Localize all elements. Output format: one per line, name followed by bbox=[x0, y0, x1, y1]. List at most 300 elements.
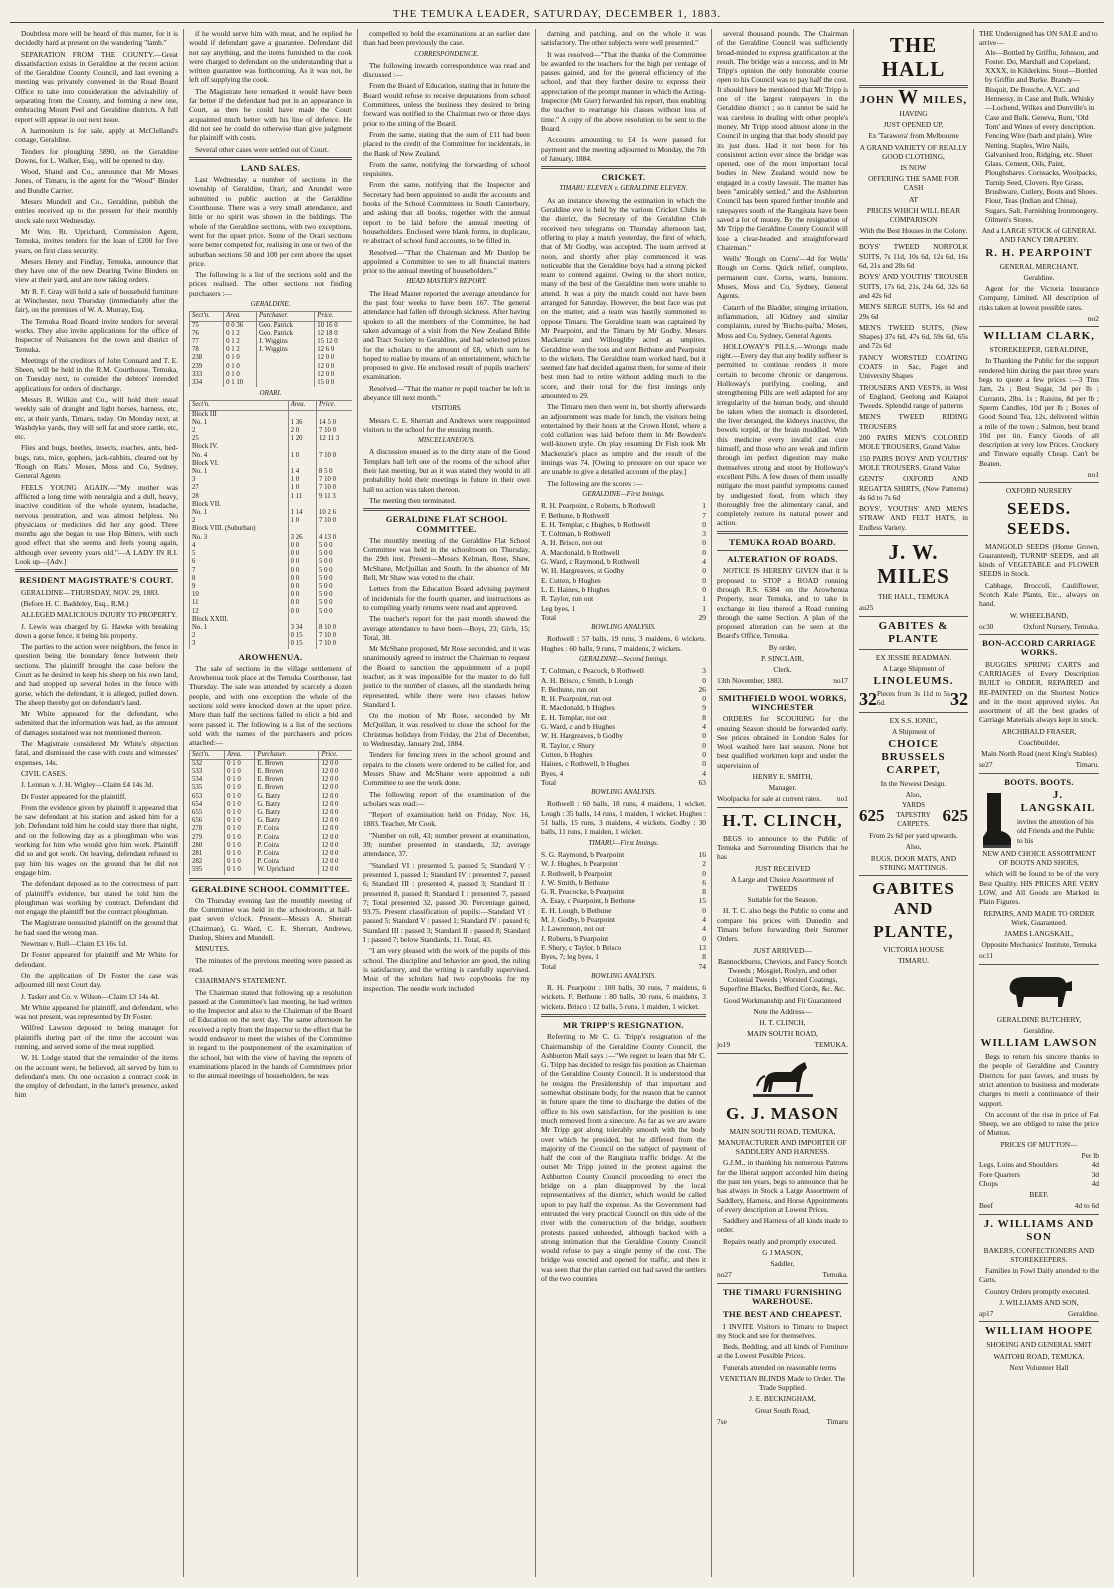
table-cell: 7 10 0 bbox=[316, 427, 352, 435]
road-board-heading: TEMUKA ROAD BOARD. bbox=[729, 536, 836, 547]
table-cell: No. 4 bbox=[190, 452, 289, 460]
table-cell: P. Coira bbox=[255, 825, 319, 833]
lawson-text-2: On account of the rise in price of Fat Sheep, we are obliged to raise the price of Mutton. bbox=[979, 1109, 1099, 1138]
pearpoint-code: no2 bbox=[1087, 313, 1099, 323]
divider bbox=[541, 1014, 706, 1017]
paragraph: Letters from the Education Board advising payment of incidentals for the fourth quarter, and instructions as to compiling yearly returns were read and approved. bbox=[363, 584, 530, 612]
table-cell bbox=[288, 460, 316, 468]
paragraph: The following inwards correspondence was read and discussed :— bbox=[363, 60, 530, 80]
score-value: 4 bbox=[702, 722, 706, 732]
table-row bbox=[190, 834, 353, 842]
table-cell: 0 0 bbox=[288, 583, 316, 591]
table-cell bbox=[257, 354, 315, 362]
score-value: 1 bbox=[702, 594, 706, 604]
table-cell: 333 bbox=[190, 371, 224, 379]
score-value: 4 bbox=[702, 915, 706, 925]
column-3 bbox=[358, 29, 536, 1577]
score-line bbox=[541, 520, 706, 529]
mason-code: no27 bbox=[717, 1270, 732, 1280]
table-cell: 7 10 0 bbox=[316, 640, 352, 648]
paragraph: ALLEGED MALICIOUS INJURY TO PROPERTY. bbox=[21, 610, 177, 620]
table-row bbox=[190, 484, 353, 492]
langskail-repairs: REPAIRS, AND MADE TO ORDER Work, Guaranteed. bbox=[983, 908, 1095, 927]
cricket-heading: CRICKET. bbox=[601, 172, 646, 183]
score-value: 0 bbox=[702, 547, 706, 557]
table-row bbox=[190, 501, 353, 509]
score-line bbox=[541, 887, 706, 896]
head-master-label: HEAD MASTER'S REPORT. bbox=[406, 277, 487, 286]
furnishing-text: I INVITE Visitors to Timaru to Inspect my Stock and see for themselves. bbox=[717, 1321, 848, 1340]
beef-label: Beef bbox=[979, 1201, 993, 1211]
arowhenua-text: The sale of sections in the village settlement of Arowhenua took place at the Temuka Courthouse, last Thursday. The sale was attended by scarcely a dozen people, and with one exception the whole of the sections sold were knocked down at the upset price. More than half the sections failed to elicit a bid and were passed it. The following is a list of the sections sold with the names of the purchasers and prices attached:— bbox=[189, 663, 352, 748]
flat-school-heading: GERALDINE FLAT SCHOOL COMMITTEE. bbox=[385, 514, 508, 534]
table-cell: 5 0 0 bbox=[316, 575, 352, 583]
correspondence-text bbox=[363, 61, 530, 276]
hoope-address: WAITOHI ROAD, TEMUKA. bbox=[993, 1351, 1085, 1361]
table-row bbox=[190, 476, 353, 484]
table-cell: 1 4 bbox=[288, 468, 316, 476]
score-line bbox=[541, 759, 706, 768]
paragraph: MEN'S SERGE SUITS, 16s 6d and 29s 6d bbox=[859, 302, 968, 321]
number-32-right: 32 bbox=[950, 688, 968, 709]
paragraph: Messrs Mundell and Co., Geraldine, publish the entries received up to the present for their monthly stock sale next Wednesday. bbox=[15, 197, 178, 225]
paragraph: GENTS' OXFORD AND REGATTA SHIRTS, (New Patterns) 4s 6d to 7s 6d bbox=[859, 474, 968, 502]
miles-code: au25 bbox=[859, 603, 874, 613]
table-row bbox=[190, 567, 353, 575]
score-line bbox=[541, 906, 706, 915]
table-cell: G. Batty bbox=[255, 801, 319, 809]
table-cell: 3 26 bbox=[288, 534, 316, 542]
score-value: 8 bbox=[702, 887, 706, 897]
paragraph: Tenders for ploughing 5890, on the Geraldine Downs, for L. Walker, Esq., will be opened to day. bbox=[15, 146, 178, 165]
arowhenua-heading: AROWHENUA. bbox=[238, 651, 303, 662]
paragraph: W. H. Lodge stated that the remainder of the items on the account were, he believed, all served by him to defendant's men. On one occasion a contract cook in the employ of defendant, in the latter's presence, asked him bbox=[15, 1053, 178, 1100]
beef-value: 4d to 6d bbox=[1074, 1201, 1099, 1211]
furnishing-text-3: Funerals attended on reasonable terms bbox=[723, 1362, 837, 1372]
table-cell: 5 0 0 bbox=[316, 583, 352, 591]
table-cell: 0 0 bbox=[288, 550, 316, 558]
bowling1-text: Rothwell : 57 balls, 19 runs, 3 maidens, 6 wickets. Hughes : 60 balls, 9 runs, 7 maidens, 2 wickets. bbox=[541, 634, 706, 653]
table-cell: 0 1 10 bbox=[224, 379, 257, 387]
clinch-address-2: MAIN SOUTH ROAD, bbox=[747, 1029, 818, 1039]
table-cell bbox=[288, 443, 316, 451]
furnishing-town: Timaru bbox=[826, 1416, 848, 1426]
score-value: 9 bbox=[702, 703, 706, 713]
table-cell: 0 1 2 bbox=[224, 330, 257, 338]
paragraph: Messrs Henry and Findlay, Temuka, announce that they have one of the new Dearing Twine Binders on view at their yard, and are now taking orders. bbox=[15, 256, 178, 285]
rule bbox=[979, 1321, 1099, 1322]
score-line bbox=[541, 694, 706, 703]
furnishing-blinds: VENETIAN BLINDS Made to Order. The Trade Supplied. bbox=[719, 1374, 846, 1393]
score-name: Byes, 7; leg byes, 1 bbox=[541, 952, 599, 962]
clinch-arrived: JUST ARRIVED— bbox=[753, 945, 812, 955]
table-cell bbox=[257, 363, 315, 371]
table-row bbox=[190, 759, 353, 768]
table-cell: 0 1 2 bbox=[224, 338, 257, 346]
road-board-footer bbox=[717, 676, 848, 685]
score-name: A. H. Brisco, c Smith, b Lough bbox=[541, 675, 634, 685]
horse-illustration-icon bbox=[751, 1058, 815, 1100]
sale-list: Ale—Bottled by Griffin, Johnson, and Foster. Do, Marshall and Copeland, XXXX, in Kilderkins. Stout—Bottled by Griffin and Burke. Brandy—Bisquit, De Bouche, A.V.C. and Hennessy, in Case and Bulk. Whisky—Lochend, Wilkes and Dunville's in Case and Bulk. Geneva, Rum, 'Old Tom' and Wines of every description. Fencing Wire (barb and plain), Wire Netting. Staples, Wire Nails, Galvanised Iron, Ridging, etc. Sheet Glass, Cement, Oils, Paint, Ploughshares. Cornsacks, Woolpacks, Turnip Seed, Clovers. Rye Grass, Brushware, Cutlery, Boots and Shoes. Flour, Teas (Indian and China), Sugars, Salt. Furnishing Ironmongery. Oilmen's Stores. bbox=[985, 47, 1099, 224]
paragraph: The Magistrate considered Mr White's objection fatal, and dismissed the case with costs and witnesses' expenses, 14s. bbox=[15, 739, 178, 767]
fraser-footer bbox=[979, 760, 1099, 769]
table-cell: 12 0 0 bbox=[319, 834, 352, 842]
table-cell: No. 1 bbox=[190, 419, 289, 427]
paragraph: 150 PAIRS BOYS' AND YOUTHS' MOLE TROUSERS. Grand Value bbox=[859, 453, 968, 472]
score-name: E. Cutten, b Hughes bbox=[541, 575, 601, 585]
clinch-list: Bannockburns, Cheviots, and Fancy Scotch Tweeds ; Mosgiel, Roslyn, and other Colonial Tweeds ; Worsted Coatings, Superfine Blacks, Bedford Cords, &c. &c. bbox=[718, 956, 847, 994]
table-cell: 0 1 0 bbox=[225, 793, 255, 801]
innings1-scores bbox=[541, 501, 706, 622]
table-cell: 12 0 0 bbox=[319, 784, 352, 792]
score-name: R. H. Pearpoint, c Roberts, b Rothwell bbox=[541, 501, 656, 511]
miscellaneous-label: MISCELLANEOUS. bbox=[418, 436, 475, 445]
table-cell: 12 0 0 bbox=[319, 825, 352, 833]
score-line bbox=[541, 713, 706, 722]
paragraph: From the evidence given by plaintiff it appeared that he saw defendant at his station and asked him for a job. Defendant told him he could stay there that night, and on the following day as a ploughman who was working for him who would give him work. Plaintiff did so and got work. On leaving, defendant refused to pay him his wages on the ground that he did not engage him. bbox=[15, 802, 178, 877]
clark-role: STOREKEEPER, GERALDINE, bbox=[989, 345, 1089, 355]
score-line bbox=[541, 511, 706, 520]
geraldine-label: GERALDINE. bbox=[250, 300, 291, 309]
table-cell: 12 0 0 bbox=[315, 363, 352, 371]
table-row bbox=[190, 632, 353, 640]
column-1 bbox=[10, 29, 184, 1577]
table-cell: 0 0 36 bbox=[224, 321, 257, 330]
rule bbox=[859, 616, 968, 617]
pearpoint-role: GENERAL MERCHANT, bbox=[999, 261, 1079, 271]
land-sales-heading: LAND SALES. bbox=[240, 162, 301, 173]
score-value: 4d bbox=[1091, 1178, 1099, 1188]
table-row bbox=[190, 817, 353, 825]
table-cell: 8 5 0 bbox=[316, 468, 352, 476]
column-header: Area. bbox=[224, 312, 257, 321]
table-cell: 12 0 0 bbox=[319, 866, 352, 874]
column-header: Price. bbox=[315, 312, 352, 321]
score-value: 0 bbox=[702, 933, 706, 943]
table-cell: 9 bbox=[190, 583, 289, 591]
clinch-town: TEMUKA. bbox=[814, 1040, 848, 1050]
table-row bbox=[190, 410, 353, 419]
table-cell: 7 10 0 bbox=[316, 484, 352, 492]
table-row bbox=[190, 338, 353, 346]
score-value: 0 bbox=[702, 905, 706, 915]
smithfield-note: Woolpacks for sale at current rates. bbox=[717, 794, 822, 804]
having: HAVING bbox=[899, 109, 928, 118]
langskail-code: oc11 bbox=[979, 951, 994, 961]
score-name: R. Taylor, c Shury bbox=[541, 740, 595, 750]
table-cell: G. Batty bbox=[255, 817, 319, 825]
langskail-text: invites the attention of his old Friends and the Public to his bbox=[1017, 816, 1095, 845]
paragraph: A harmonium is for sale, apply at McClelland's cottage, Geraldine. bbox=[15, 125, 178, 145]
mason-name: G. J. MASON bbox=[726, 1103, 839, 1123]
table-cell: 12 bbox=[190, 608, 289, 616]
clinch-address-1: H. T. CLINCH, bbox=[759, 1018, 806, 1027]
paragraph: Wilfred Lawson deposed to being manager for plaintiffs during part of the time the account was running, and served some of the meat supplied. bbox=[15, 1023, 178, 1051]
score-line bbox=[541, 750, 706, 759]
score-line bbox=[541, 952, 706, 961]
fraser-name: ARCHIBALD FRASER, bbox=[1001, 726, 1077, 736]
score-value: 26 bbox=[698, 684, 706, 694]
paragraph: Wells' 'Rough on Corns'—4d for Wells' Rough on Corns. Quick relief, complete, permanent cure. Corns, warts, bunions. Moses, Moss and Co, Sydney, General Agents. bbox=[717, 254, 848, 301]
road-board-subheading: ALTERATION OF ROADS. bbox=[727, 554, 838, 565]
paragraph: From the same, stating that the sum of £11 had been placed to the credit of the Committee for incidentals, in the Bank of New Zealand. bbox=[363, 129, 530, 158]
langskail-address: Opposite Mechanics' Institute, Temuka bbox=[981, 940, 1097, 950]
table-cell: 0 0 bbox=[288, 567, 316, 575]
paragraph: Mr R. F. Gray will hold a sale of household furniture at Winchester, next Thursday (immediately after the fair), on the premises of W. A. Murray, Esq. bbox=[15, 286, 178, 315]
beef-heading: BEEF. bbox=[1029, 1190, 1049, 1200]
table-cell: 10 16 0 bbox=[315, 321, 352, 330]
divider bbox=[15, 569, 178, 572]
table-row bbox=[190, 460, 353, 468]
sale-and: And a LARGE STOCK of GENERAL AND FANCY DRAPERY. bbox=[981, 226, 1097, 245]
table-cell: Block VII. bbox=[190, 501, 289, 509]
mutton-per-lb: Per lb bbox=[1081, 1150, 1099, 1160]
clothing-items bbox=[859, 242, 968, 532]
score-value: 0 bbox=[702, 519, 706, 529]
paragraph: Accounts amounting to £4 1s were passed for payment and the meeting adjourned to Monday, the 7th of January, 1884. bbox=[541, 135, 706, 163]
paragraph: The Temuka Road Board invite tenders for several works. They also invite applications for the office of Inspector of Nuisances for the town and district of Temuka. bbox=[15, 316, 178, 354]
cricket-subheading: TIMARU ELEVEN v. GERALDINE ELEVEN. bbox=[559, 184, 688, 193]
score-name: W. J. Hughes, b Pearpoint bbox=[541, 859, 618, 869]
column-header: Sect'n. bbox=[190, 750, 225, 759]
clark-code: no1 bbox=[1087, 470, 1099, 479]
score-line bbox=[979, 1179, 1099, 1188]
smithfield-code: no1 bbox=[836, 794, 848, 804]
geraldine-sales-table bbox=[189, 311, 352, 387]
table-row bbox=[190, 842, 353, 850]
table-cell: 3 34 bbox=[288, 624, 316, 632]
table-row bbox=[190, 858, 353, 866]
rule bbox=[717, 689, 848, 690]
bon-accord-heading: BON-ACCORD CARRIAGE WORKS. bbox=[982, 638, 1096, 658]
table-cell bbox=[316, 525, 352, 533]
score-name: Byes, 4 bbox=[541, 768, 564, 778]
table-cell: 4 13 0 bbox=[316, 534, 352, 542]
mason-text: G.J.M., in thanking his numerous Patrons for the liberal support accorded him during the past ten years, begs to announce that he has always in Stock a Large Assortment of Saddlery, Harness, and Horse Appointments of every description at Lowest Prices. bbox=[717, 1158, 848, 1214]
table-row bbox=[190, 784, 353, 792]
score-name: A. Esay, c Pearpoint, b Bethune bbox=[541, 896, 635, 906]
score-value: 0 bbox=[702, 740, 706, 750]
victoria-house: VICTORIA HOUSE bbox=[882, 945, 945, 955]
paragraph: Resolved—"That the matter re pupil teacher be left in abeyance till next month." bbox=[363, 383, 530, 402]
score-value: 0 bbox=[702, 759, 706, 769]
miles-name bbox=[859, 86, 968, 108]
clinch-season: Suitable for the Season. bbox=[747, 895, 818, 905]
table-cell bbox=[316, 460, 352, 468]
table-row bbox=[190, 493, 353, 501]
score-line bbox=[541, 685, 706, 694]
table-cell: 12 0 0 bbox=[319, 809, 352, 817]
paragraph: The teacher's report for the past month showed the average attendance to have been—Boys, 23; Girls, 15; Total, 38. bbox=[363, 614, 530, 642]
table-cell: 1 0 bbox=[288, 476, 316, 484]
linoleums: LINOLEUMS. bbox=[873, 674, 954, 687]
table-row bbox=[190, 468, 353, 476]
mason-text-3: Repairs neatly and promptly executed. bbox=[723, 1236, 837, 1246]
paragraph: if he would serve him with meat, and he replied he would if defendant gave a guarantee. Defendant did not say anything, and the items furnished to the cook were charged to defendant on the understanding that a written guarantee was forthcoming. As it was not, he left off supplying the cook. bbox=[189, 29, 352, 85]
score-line bbox=[541, 557, 706, 566]
rule bbox=[859, 238, 968, 239]
the-hall-heading: THE HALL bbox=[881, 33, 946, 81]
also-1: Also, bbox=[905, 790, 922, 800]
score-value: 3d bbox=[1091, 1169, 1099, 1179]
score-value: 0 bbox=[702, 868, 706, 878]
innings3-label: TIMARU—First Innings. bbox=[588, 838, 659, 847]
paragraph: CIVIL CASES. bbox=[21, 768, 68, 778]
score-line bbox=[541, 915, 706, 924]
table-cell: No. 1 bbox=[190, 624, 289, 632]
score-line bbox=[541, 501, 706, 510]
school-committee-text bbox=[189, 896, 352, 1081]
table-cell: 239 bbox=[190, 363, 224, 371]
score-name: Chops bbox=[979, 1178, 998, 1188]
table-cell: 2 bbox=[190, 427, 289, 435]
table-cell: 12 0 0 bbox=[319, 842, 352, 850]
table-row bbox=[190, 809, 353, 817]
orari-label: ORARI. bbox=[259, 389, 282, 398]
furnishing-subheading: THE BEST AND CHEAPEST. bbox=[723, 1309, 842, 1320]
table-cell: 4 bbox=[190, 542, 289, 550]
correspondence-label: CORRESPONDENCE. bbox=[414, 49, 479, 58]
paragraph: MINUTES. bbox=[195, 944, 230, 954]
bowling3-label: BOWLING ANALYSIS. bbox=[591, 971, 656, 980]
table-cell: No. 1 bbox=[190, 509, 289, 517]
paragraph: several thousand pounds. The Chairman of the Geraldine Council was sufficiently broad-minded to express gratification at the result. The bridge was a success, and in Mr Tripp's opinion the only honorable course open to his Council was to pay half the cost. It should here be mentioned that Mr Tripp is one of the largest ratepayers in the Geraldine district ; so it cannot be said he was careless in dealing with other people's money. Mr Tripp stood almost alone in the Council in urging that that body should pay its just dues. Had it not been for his consistent action ever since the bridge was opened, one of the most important local bodies in New Zealand would now be engaged in a costly lawsuit. The matter has been "amicably settled," and the Ashburton Council has been spared further trouble and ratepayers south of the Rangitata have been saved a lot of money. By the resignation of Mr Tripp the Geraldine County Council will lose a clear-headed and straightforward Chairman." bbox=[717, 29, 848, 252]
paragraph: The following are the scores :— bbox=[547, 478, 643, 488]
table-cell: P. Coira bbox=[255, 850, 319, 858]
table-row bbox=[190, 825, 353, 833]
road-board-code: no17 bbox=[833, 676, 848, 686]
arowhenua-sales-table bbox=[189, 750, 352, 875]
table-cell: 655 bbox=[190, 809, 225, 817]
paragraph: Flies and bugs, beetles, insects, roaches, ants, bed-bugs, rats, mice, gophers, jack-rabbits, cleared out by 'Rough on Rats.' Moses, Moss and Co, Sydney, General Agents bbox=[15, 443, 178, 481]
table-row bbox=[190, 550, 353, 558]
paragraph: 200 PAIRS MEN'S COLORED MOLE TROUSERS, Grand Value bbox=[859, 433, 968, 452]
paragraph: Mr White appeared for the defendant, who submitted that the information was bad, as the amount of damages sustained was not mentioned thereon. bbox=[15, 709, 178, 737]
score-line bbox=[541, 741, 706, 750]
score-line bbox=[541, 962, 706, 971]
table-cell: W. Uprichard bbox=[255, 866, 319, 874]
table-row bbox=[190, 850, 353, 858]
visitors-label: VISITORS. bbox=[431, 404, 462, 413]
tapestry-price: From 2s 6d per yard upwards. bbox=[869, 831, 958, 841]
boot-illustration-icon bbox=[979, 791, 1013, 849]
paragraph: Resolved—"That the Chairman and Mr Dunlop be appointed a Committee to see to all financial matters prior to the annual meeting of householders." bbox=[363, 247, 530, 276]
bowling2-label: BOWLING ANALYSIS. bbox=[591, 788, 656, 797]
score-name: A. Macdonald, b Rothwell bbox=[541, 547, 620, 557]
paragraph: Meetings of the creditors of John Connard and T. E. Sheen, will be held in the R.M. Courthouse, Temuka, on Tuesday next, to consider the debtors' intended applications for orders of discharge. bbox=[15, 355, 178, 393]
table-row bbox=[190, 591, 353, 599]
table-cell: 3 bbox=[190, 640, 289, 648]
table-cell: 0 1 0 bbox=[225, 842, 255, 850]
score-name: F. Bethune, run out bbox=[541, 684, 598, 694]
score-value: 16 bbox=[698, 849, 706, 859]
paragraph: Messrs R. Wilkin and Co., will hold their usual weekly sale of draught and light horses, harness, etc, etc, at their yards, Timaru, today. On Monday next, at Washdyke yards, they will sell fat and store cattle, etc, etc. bbox=[15, 394, 178, 442]
paragraph: BOYS', YOUTHS' AND MEN'S STRAW AND FELT HATS, in Endless Variety. bbox=[859, 504, 968, 532]
table-cell: 279 bbox=[190, 834, 225, 842]
table-cell bbox=[288, 616, 316, 624]
table-cell bbox=[257, 379, 315, 387]
rule bbox=[979, 326, 1099, 327]
paragraph: BOYS' AND YOUTHS' TROUSER SUITS, 17s 6d, 21s, 24s 6d, 32s 6d and 42s 6d bbox=[859, 272, 968, 300]
wheelband-footer bbox=[979, 622, 1099, 631]
smithfield-heading: SMITHFIELD WOOL WORKS, WINCHESTER bbox=[718, 692, 847, 712]
wheelband-name: W. WHEELBAND, bbox=[1009, 610, 1069, 620]
road-board-date: 13th November, 1883. bbox=[717, 676, 784, 686]
paragraph: Wood, Shand and Co., announce that Mr Moses Jones, of Timaru, is the agent for the "Wood" Binder and Bundle Carrier. bbox=[15, 167, 178, 195]
furnishing-heading: THE TIMARU FURNISHING WAREHOUSE. bbox=[722, 1286, 843, 1306]
score-line bbox=[541, 731, 706, 740]
paragraph: Referring to Mr C. G. Tripp's resignation of the Chairmanship of the Geraldine County Council, the Ashburton Mail says :—"We regret to learn that Mr C. G. Tripp has decided to resign his position as Chairman of the Geraldine County Council. It is understood that he resigns the Presidentship of that important and somewhat obstinate body, for the reason that he cannot in future spare the time to discharge the duties of the office to his own satisfaction, for the position is one much removed from a sinecure. As far as we are aware Mr Tripp got along tolerably smooth with the body over which he presided, but he differed from the majority of the Council on the subject of payment of half the cost of the Rangitata traffic bridge. At the outset Mr Tripp joined in the protest against the Ashburton County Council proceeding to erect the bridge on a plan disapproved by the local representatives of the district, which would be called upon to pay half the expense. As the Government had entrusted the very practical Council on this side of the river with the construction of the bridge, southern protests passed unheeded, although backed with a strong intimation that the Geraldine County Council would refuse to pay a single penny of the cost. The bridge was erected and opened for traffic, and then it was seen that the plan carried out had saved the settlers of the two counties bbox=[541, 1032, 706, 1283]
table-cell: 0 1 0 bbox=[225, 768, 255, 776]
ox-illustration-icon bbox=[1002, 969, 1076, 1011]
score-name: J. Lawrenson, not out bbox=[541, 924, 605, 934]
williams-town: Geraldine. bbox=[1068, 1309, 1099, 1319]
table-row bbox=[190, 346, 353, 354]
paragraph: darning and patching, and on the whole it was satisfactory. The other subjects were well presented." bbox=[541, 29, 706, 48]
table-cell: 1 0 bbox=[288, 484, 316, 492]
table-row bbox=[190, 363, 353, 371]
table-row bbox=[190, 443, 353, 451]
column-header: Price. bbox=[316, 401, 352, 410]
table-cell: 0 0 bbox=[288, 542, 316, 550]
table-cell: 5 0 0 bbox=[316, 608, 352, 616]
hall-temuka: THE HALL, TEMUKA bbox=[877, 592, 950, 602]
table-cell: 10 2 6 bbox=[316, 509, 352, 517]
table-row bbox=[190, 583, 353, 591]
table-cell: 0 1 0 bbox=[225, 784, 255, 792]
mason-sign: G J MASON, bbox=[762, 1247, 803, 1257]
table-row bbox=[190, 330, 353, 338]
table-cell: P. Coira bbox=[255, 842, 319, 850]
paragraph: Dr Foster appeared for the plaintiff. bbox=[21, 791, 127, 801]
clinch-name: H.T. CLINCH, bbox=[722, 810, 843, 830]
paragraph: "Number on roll, 43; number present at examination, 39; number presented in standards, 32; average attendance, 37. bbox=[363, 830, 530, 859]
land-sales-text bbox=[189, 175, 352, 298]
butchery-town: Geraldine. bbox=[1023, 1025, 1055, 1035]
rule bbox=[859, 649, 968, 650]
paragraph: GERALDINE—THURSDAY, NOV. 29, 1883. bbox=[21, 587, 160, 597]
paragraph: compelled to hold the examinations at an earlier date than had been previously the case. bbox=[363, 29, 530, 48]
col2-paras bbox=[189, 29, 352, 154]
table-row bbox=[190, 509, 353, 517]
just-opened: JUST OPENED UP, bbox=[883, 120, 944, 130]
rule bbox=[717, 1053, 848, 1054]
paragraph: MEN'S TWEED RIDING TROUSERS bbox=[859, 412, 968, 431]
score-line bbox=[979, 1160, 1099, 1169]
paragraph: From the same, notifying that the Inspector and Secretary had been appointed to audit the accounts and books of the School Committees in South Canterbury, and asking that all books, together with the annual report to be laid before the annual meeting of householders. Enclosed were blank forms, in duplicate, re abstract of school fund accounts, to be filled in. bbox=[363, 180, 530, 246]
paragraph: On the application of Dr Foster the case was adjourned till next Court day. bbox=[15, 970, 178, 990]
large-shipment: A Large Shipment of bbox=[882, 663, 945, 673]
score-value: 0 bbox=[702, 731, 706, 741]
paragraph: On Thursday evening last the monthly meeting of the Committee was held in the schoolroom, at half-past seven o'clock. Present—Messrs A. Sherratt (Chairman), G. Ward, C. E. Sherratt, Andrews, Dunlop, Shiers and Mundell. bbox=[189, 895, 352, 943]
table-cell bbox=[288, 525, 316, 533]
williams-text: Families in Fowl Daily attended to the Carts. bbox=[979, 1266, 1099, 1285]
clinch-note: Note the Address— bbox=[753, 1006, 812, 1016]
table-cell bbox=[288, 501, 316, 509]
lawson-name: WILLIAM LAWSON bbox=[980, 1037, 1098, 1050]
score-name: Haines, c Rothwell, b Hughes bbox=[541, 759, 630, 769]
paragraph: Doubtless more will be heard of this matter, for it is decidedly hard at present on the wandering "lamb." bbox=[15, 29, 178, 48]
score-name: Cutten, b Hughes bbox=[541, 749, 593, 759]
column-header: Purchaser. bbox=[257, 312, 315, 321]
table-cell: P. Coira bbox=[255, 858, 319, 866]
is-now: IS NOW bbox=[900, 163, 927, 173]
langskail-name: J. LANGSKAIL bbox=[1020, 788, 1096, 814]
butchery-heading: GERALDINE BUTCHERY, bbox=[996, 1014, 1082, 1024]
timaru: TIMARU. bbox=[898, 956, 929, 966]
score-value: 2 bbox=[702, 859, 706, 869]
tripp-heading: MR TRIPP'S RESIGNATION. bbox=[563, 1019, 684, 1030]
